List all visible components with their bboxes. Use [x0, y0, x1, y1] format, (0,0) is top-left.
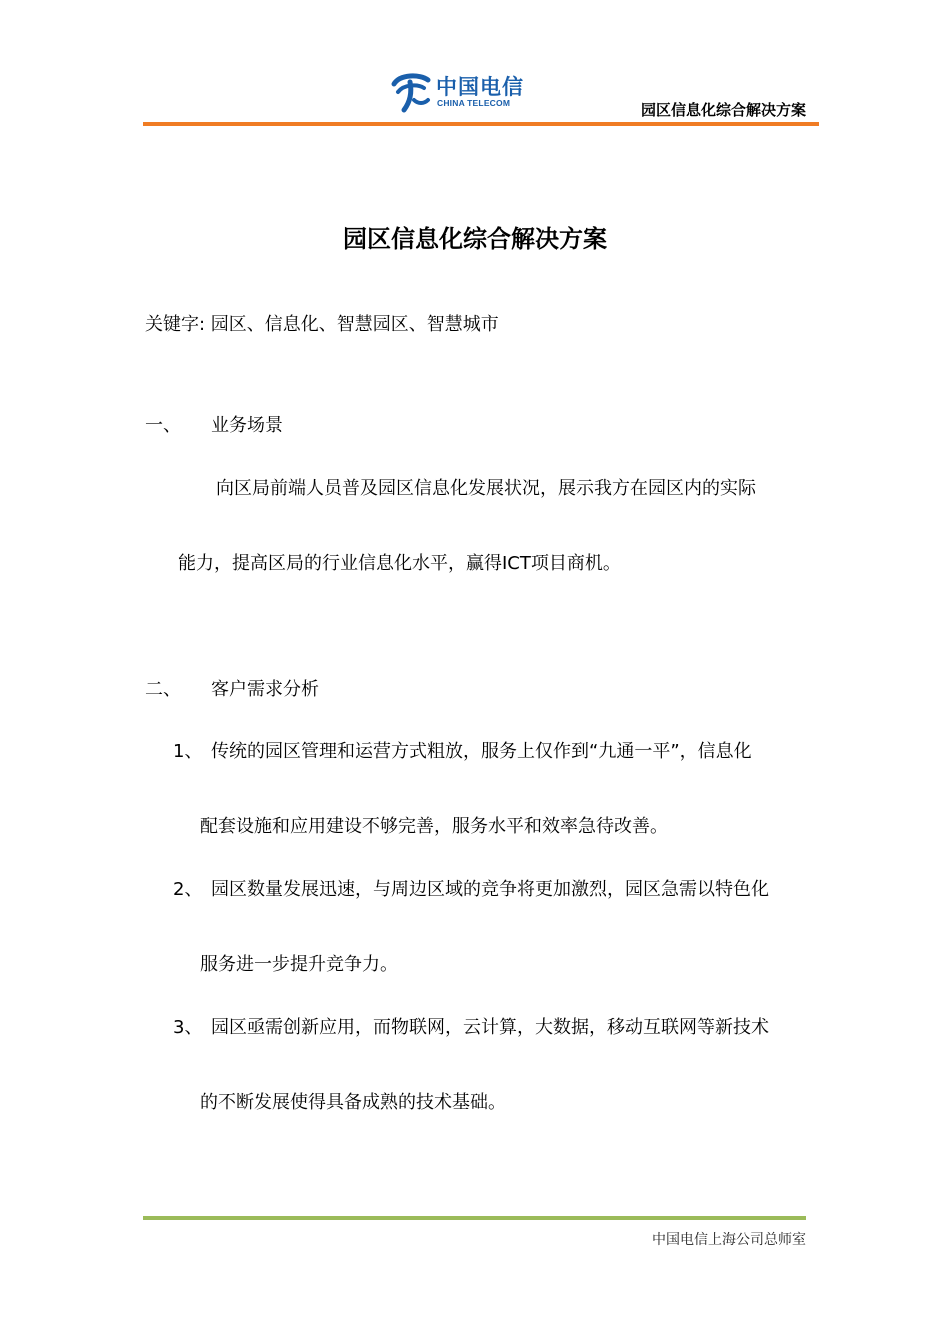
list-item-line2: 的不断发展使得具备成熟的技术基础。 — [200, 1092, 506, 1113]
section2-number: 二、 — [145, 679, 181, 700]
section1-paragraph-line2: 能力，提高区局的行业信息化水平，赢得ICT项目商机。 — [178, 553, 621, 574]
list-item-line1: 园区亟需创新应用，而物联网，云计算，大数据，移动互联网等新技术 — [211, 1017, 769, 1038]
list-item-line2: 服务进一步提升竞争力。 — [200, 954, 398, 975]
logo-english-text: CHINA TELECOM — [437, 98, 511, 108]
list-item-line1: 传统的园区管理和运营方式粗放，服务上仅作到“九通一平”，信息化 — [211, 741, 752, 762]
section1-heading: 业务场景 — [211, 415, 283, 436]
list-item-number: 1、 — [173, 741, 203, 762]
section2-heading: 客户需求分析 — [211, 679, 319, 700]
logo-chinese-text: 中国电信 — [436, 75, 524, 99]
china-telecom-logo — [390, 70, 530, 114]
list-item-number: 3、 — [173, 1017, 203, 1038]
footer-divider — [143, 1216, 806, 1220]
section1-paragraph-line1: 向区局前端人员普及园区信息化发展状况，展示我方在园区内的实际 — [216, 478, 756, 499]
document-title: 园区信息化综合解决方案 — [343, 225, 607, 253]
telecom-swirl-icon — [390, 70, 434, 114]
list-item-line2: 配套设施和应用建设不够完善，服务水平和效率急待改善。 — [200, 816, 668, 837]
list-item-line1: 园区数量发展迅速，与周边区域的竞争将更加激烈，园区急需以特色化 — [211, 879, 769, 900]
header-divider — [143, 122, 819, 126]
footer-text: 中国电信上海公司总师室 — [652, 1232, 806, 1248]
header-title: 园区信息化综合解决方案 — [640, 101, 806, 119]
keywords-line: 关键字: 园区、信息化、智慧园区、智慧城市 — [145, 314, 499, 335]
section1-number: 一、 — [145, 415, 181, 436]
list-item-number: 2、 — [173, 879, 203, 900]
